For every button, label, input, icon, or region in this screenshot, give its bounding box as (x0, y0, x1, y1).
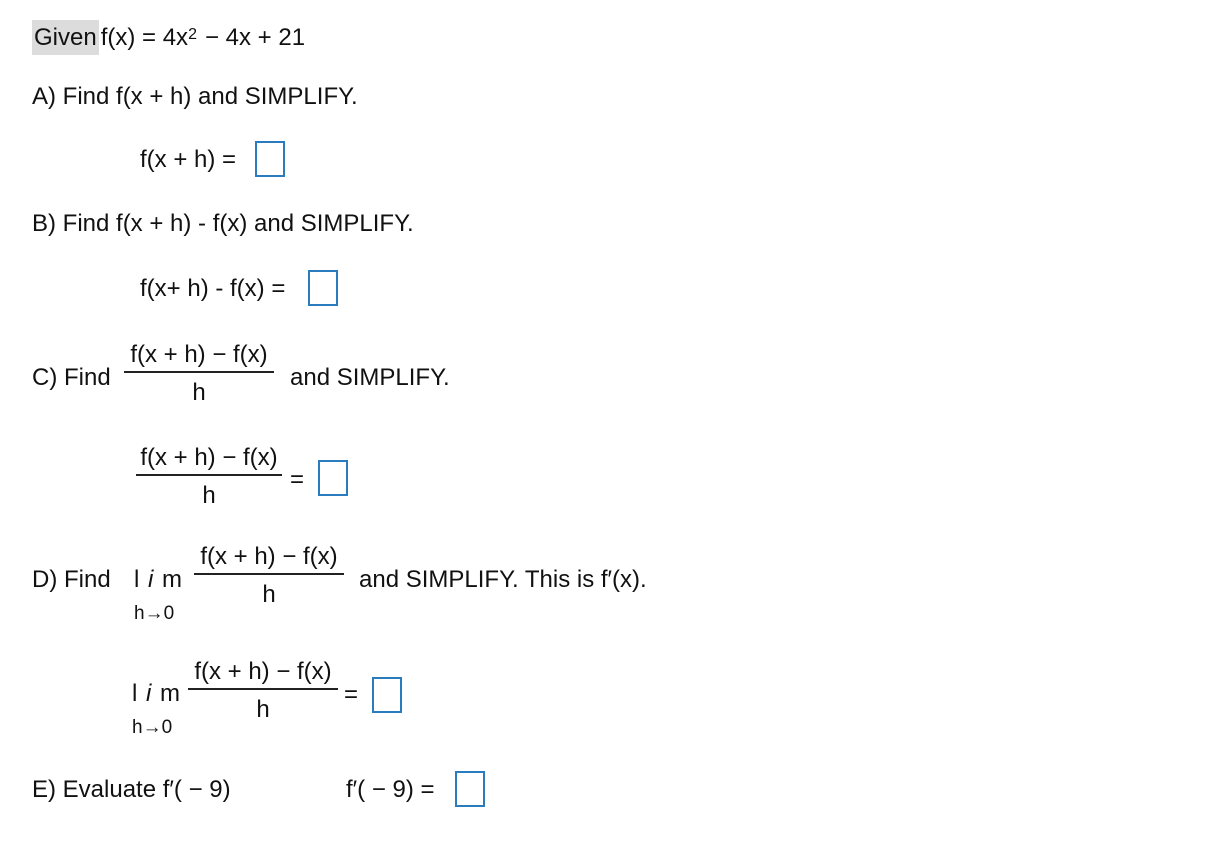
part-b-answer-box[interactable] (308, 270, 338, 306)
part-d-answer-fraction (188, 660, 338, 722)
part-d-answer-denominator: h (256, 696, 270, 723)
part-c-answer-fraction (136, 446, 282, 508)
part-b-lhs: f(x+ h) - f(x) = (140, 275, 286, 302)
limit-letter-i: i (146, 680, 153, 707)
part-d-label: D) Find (32, 566, 111, 593)
part-c-answer-denominator: h (202, 482, 216, 509)
part-c-label: C) Find (32, 364, 111, 391)
part-c-answer-box[interactable] (318, 460, 348, 496)
given-label: Given (32, 20, 99, 55)
given-function-base: f(x) = 4x (100, 24, 189, 51)
part-b-prompt: B) Find f(x + h) - f(x) and SIMPLIFY. (32, 210, 414, 237)
part-e-prompt: E) Evaluate f′( − 9) (32, 776, 231, 803)
limit-subscript: h→0 (134, 603, 175, 624)
part-a-lhs: f(x + h) = (140, 146, 237, 173)
part-a-prompt: A) Find f(x + h) and SIMPLIFY. (32, 83, 358, 110)
part-e-answer-box[interactable] (455, 771, 485, 807)
part-d-limit (134, 568, 183, 623)
part-c-fraction (124, 343, 274, 405)
part-d-equals: = (344, 681, 359, 708)
part-e-lhs: f′( − 9) = (346, 776, 435, 803)
part-d-answer-box[interactable] (372, 677, 402, 713)
limit-operator (132, 682, 181, 706)
given-function-rest: − 4x + 21 (204, 24, 306, 51)
limit-letter-m: m (160, 680, 182, 707)
limit-operator (134, 568, 183, 592)
part-a-answer-box[interactable] (255, 141, 285, 177)
part-d-fraction (194, 545, 344, 607)
given-exponent: 2 (188, 26, 197, 43)
part-c-equals: = (290, 466, 305, 493)
part-d-denominator: h (262, 581, 276, 608)
part-c-answer-numerator: f(x + h) − f(x) (140, 444, 278, 471)
part-d-suffix: and SIMPLIFY. This is f′(x). (359, 566, 647, 593)
limit-subscript: h→0 (132, 717, 173, 738)
limit-letter-l: l (134, 566, 141, 593)
limit-letter-m: m (162, 566, 184, 593)
part-d-answer-numerator: f(x + h) − f(x) (194, 658, 332, 685)
limit-letter-i: i (148, 566, 155, 593)
given-line (32, 26, 305, 50)
part-d-answer-limit (132, 682, 181, 737)
part-c-numerator: f(x + h) − f(x) (130, 341, 268, 368)
part-d-numerator: f(x + h) − f(x) (200, 543, 338, 570)
limit-letter-l: l (132, 680, 139, 707)
part-c-denominator: h (192, 379, 206, 406)
part-c-suffix: and SIMPLIFY. (290, 364, 450, 391)
